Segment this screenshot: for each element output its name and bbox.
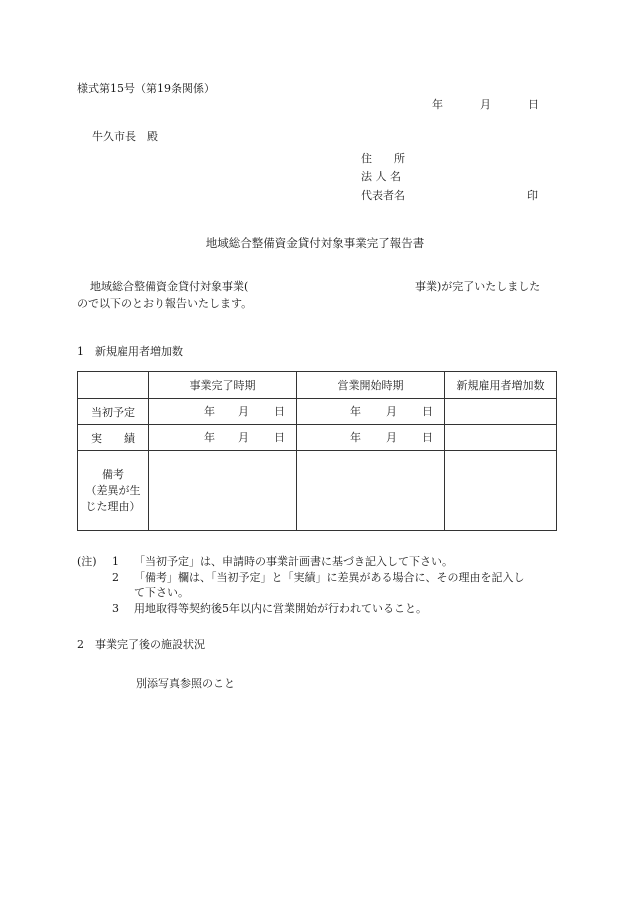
year-label: 年: [350, 431, 361, 444]
table-row-planned: [78, 399, 557, 425]
planned-new-employees-cell[interactable]: [445, 399, 557, 425]
year-label: 年: [204, 405, 215, 418]
intro-line-2: ので以下のとおり報告いたします。: [77, 297, 253, 310]
note-number: 2: [112, 571, 119, 584]
note-number: 1: [112, 555, 119, 568]
form-number: 様式第15号（第19条関係）: [77, 82, 215, 95]
month-label: 月: [238, 431, 249, 444]
table-row-remarks: [78, 451, 557, 531]
planned-completion-date-cell[interactable]: [149, 399, 297, 425]
header-new-employees: 新規雇用者増加数: [445, 372, 557, 399]
row-label-actual: 実 績: [78, 425, 149, 451]
date-month-label: 月: [480, 98, 491, 111]
representative-label: 代表者名: [361, 189, 405, 202]
table-header-row: [78, 372, 557, 399]
remarks-employees-cell[interactable]: [445, 451, 557, 531]
planned-opening-date-cell[interactable]: [297, 399, 445, 425]
header-opening-period: 営業開始時期: [297, 372, 445, 399]
section-1-heading: 1 新規雇用者増加数: [77, 345, 183, 358]
actual-opening-date-cell[interactable]: [297, 425, 445, 451]
document-title: 地域総合整備資金貸付対象事業完了報告書: [205, 236, 425, 250]
seal-mark: 印: [527, 189, 538, 202]
corporation-name-label: 法 人 名: [361, 170, 401, 183]
note-text: 「当初予定」は、申請時の事業計画書に基づき記入して下さい。: [134, 555, 453, 568]
intro-line-1-start: 地域総合整備資金貸付対象事業(: [90, 280, 249, 293]
day-label: 日: [274, 405, 285, 418]
day-label: 日: [422, 431, 433, 444]
month-label: 月: [238, 405, 249, 418]
remarks-label-line: 備考: [102, 467, 124, 481]
remarks-label-line: （差異が生: [85, 483, 141, 497]
header-completion-period: 事業完了時期: [149, 372, 297, 399]
address-label: 住 所: [361, 152, 405, 165]
section-2-heading: 2 事業完了後の施設状況: [77, 638, 205, 651]
employment-increase-table: [77, 371, 557, 531]
year-label: 年: [204, 431, 215, 444]
remarks-label: [78, 451, 149, 531]
remarks-opening-cell[interactable]: [297, 451, 445, 531]
actual-new-employees-cell[interactable]: [445, 425, 557, 451]
actual-completion-date-cell[interactable]: [149, 425, 297, 451]
intro-line-1-end: 事業)が完了いたしました: [415, 280, 541, 293]
row-label-planned: 当初予定: [78, 399, 149, 425]
day-label: 日: [422, 405, 433, 418]
note-text: 用地取得等契約後5年以内に営業開始が行われていること。: [134, 602, 427, 615]
notes-prefix: (注): [77, 555, 97, 568]
table-row-actual: [78, 425, 557, 451]
attachment-note: 別添写真参照のこと: [136, 677, 235, 690]
date-day-label: 日: [528, 98, 539, 111]
month-label: 月: [386, 431, 397, 444]
remarks-label-line: じた理由）: [85, 499, 141, 513]
date-year-label: 年: [432, 98, 443, 111]
note-text-continued: て下さい。: [134, 586, 189, 599]
addressee: 牛久市長 殿: [92, 130, 158, 143]
note-text: 「備考」欄は、「当初予定」と「実績」に差異がある場合に、その理由を記入し: [134, 571, 525, 584]
remarks-completion-cell[interactable]: [149, 451, 297, 531]
month-label: 月: [386, 405, 397, 418]
day-label: 日: [274, 431, 285, 444]
year-label: 年: [350, 405, 361, 418]
header-blank: [78, 372, 149, 399]
note-number: 3: [112, 602, 119, 615]
